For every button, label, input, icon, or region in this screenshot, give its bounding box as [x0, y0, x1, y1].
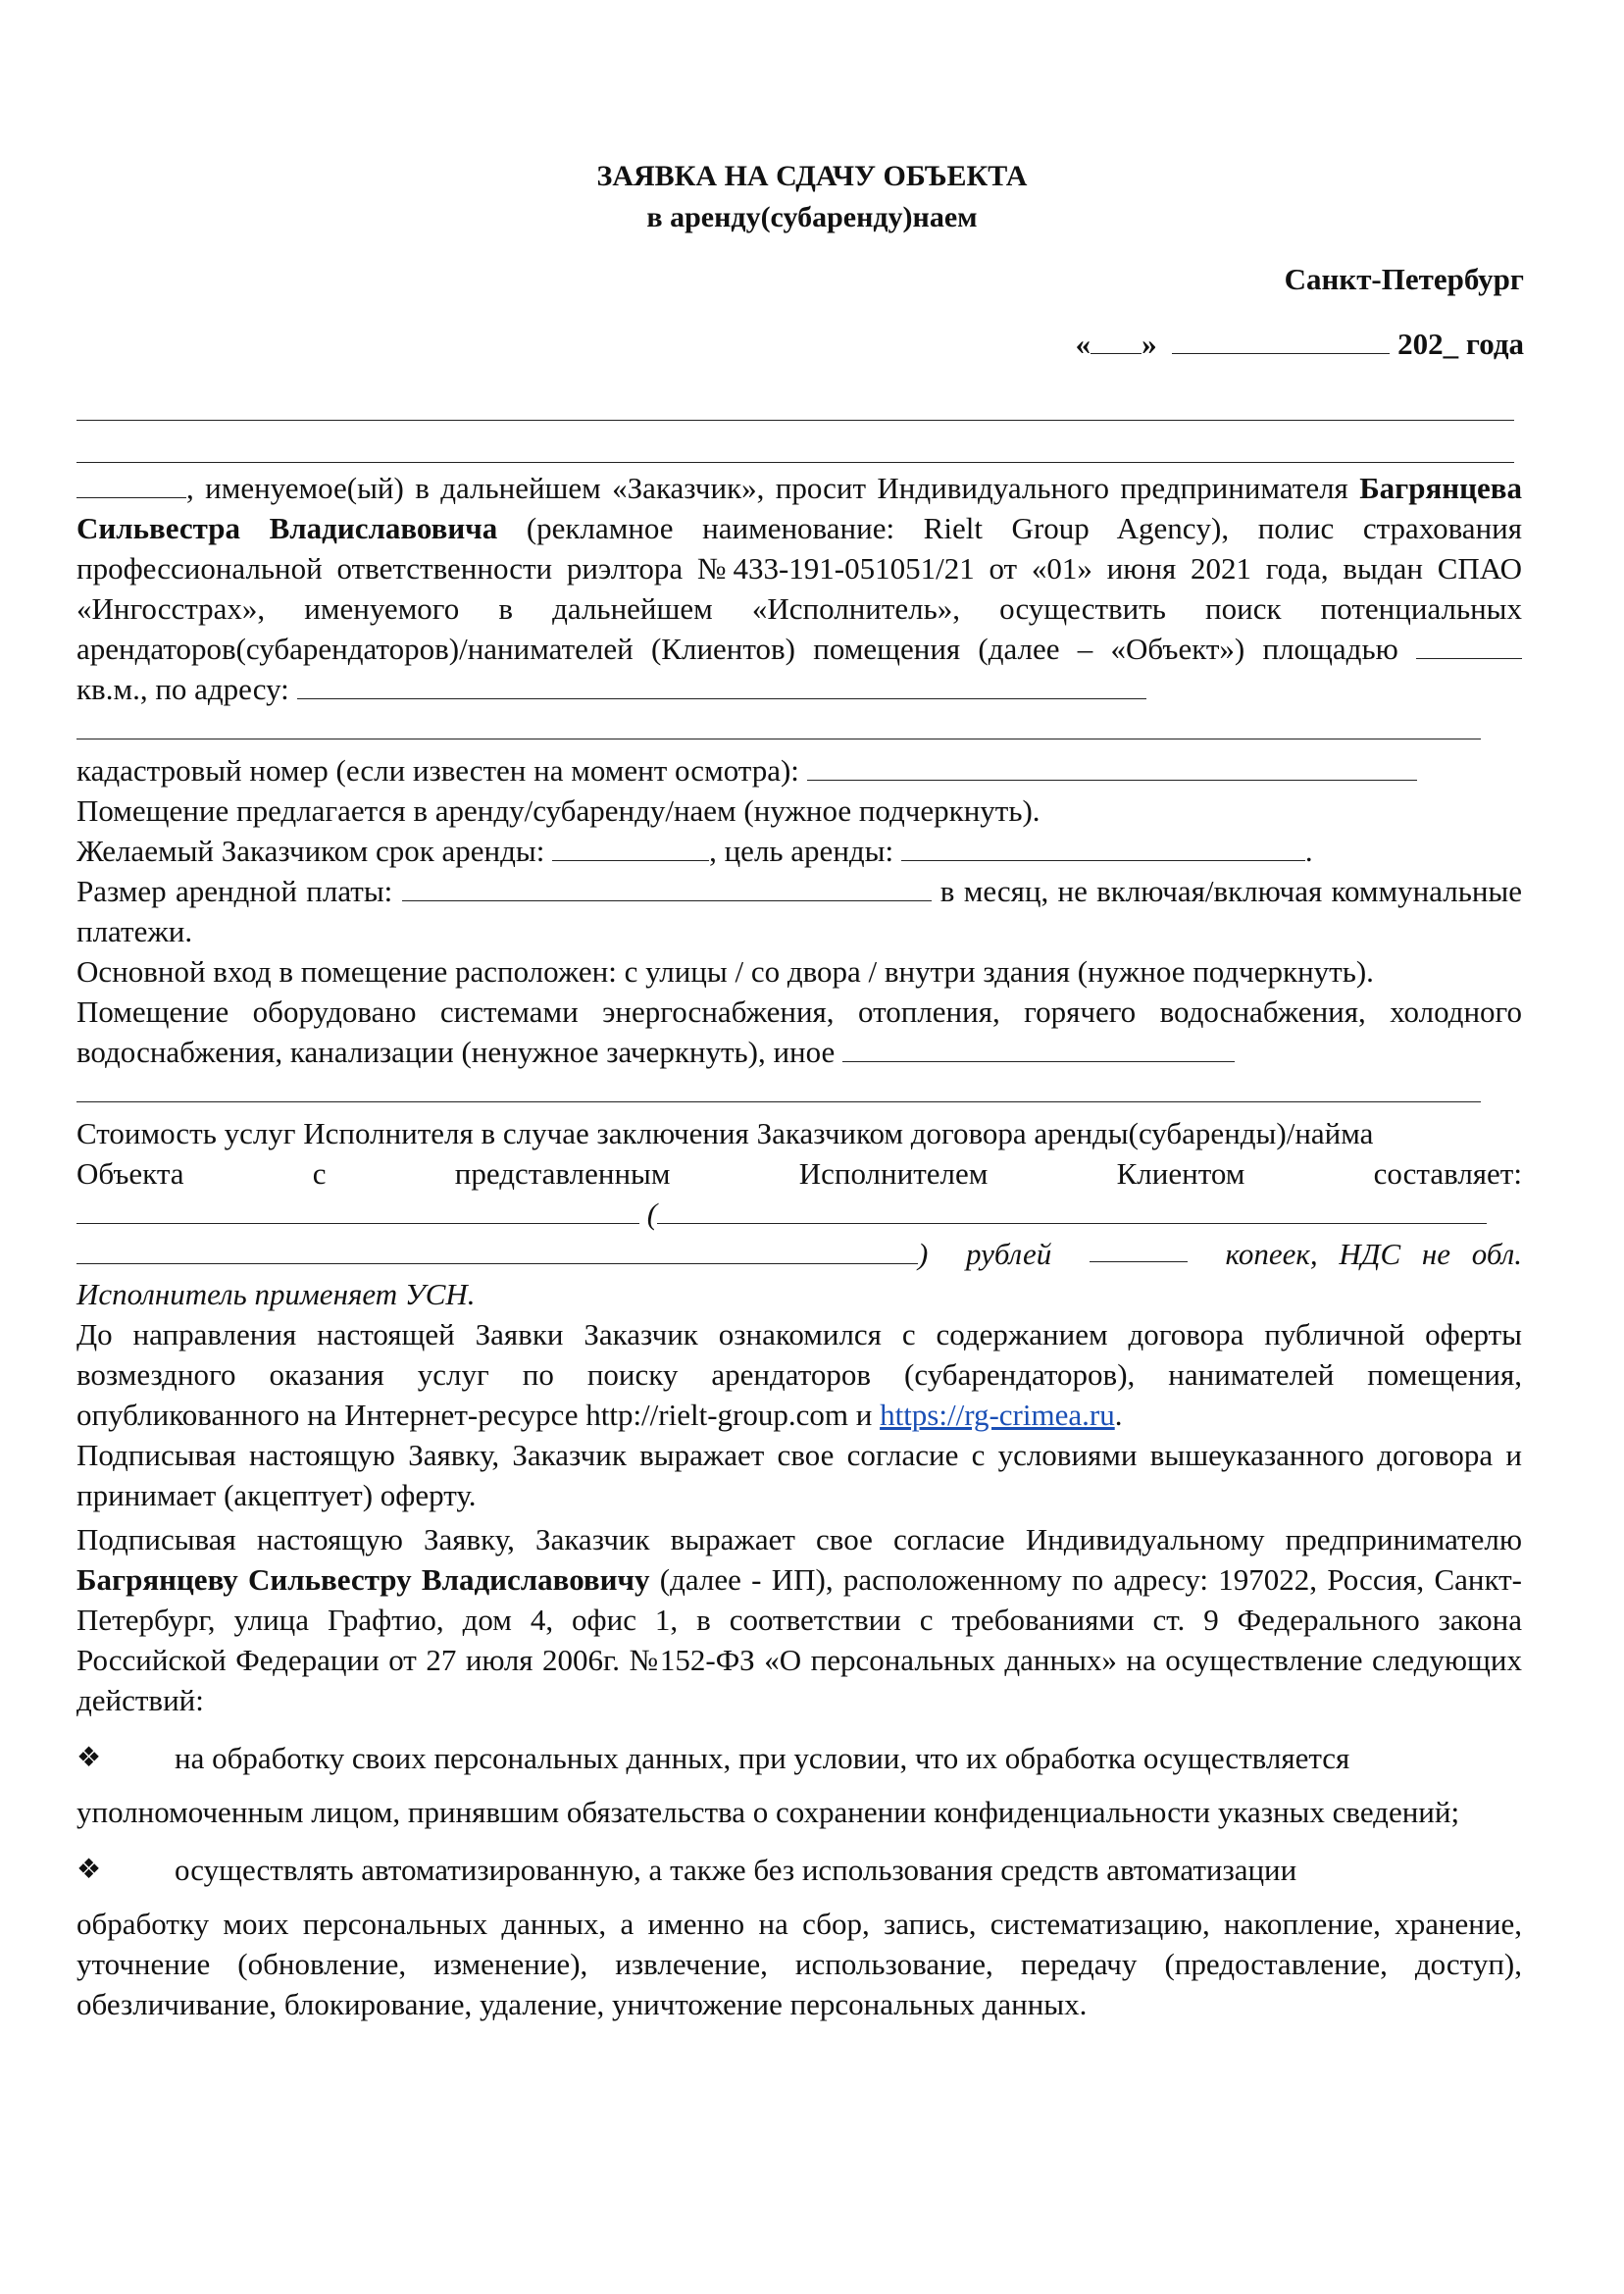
usn-line: Исполнитель применяет УСН.	[76, 1277, 476, 1311]
other-systems-blank[interactable]	[842, 1034, 1235, 1062]
request-paragraph	[76, 468, 1522, 709]
request-text-1: , именуемое(ый) в дальнейшем «Заказчик», просит Индивидуального предпринимателя	[186, 471, 1348, 505]
term-line	[76, 831, 1522, 871]
date-close-quote: »	[1142, 327, 1157, 361]
consent-name: Багрянцеву Сильвестру Владиславовичу	[76, 1562, 650, 1597]
month-blank[interactable]	[1172, 326, 1390, 354]
entrance-line: Основной вход в помещение расположен: с улицы / со двора / внутри здания (нужное подчеркнуть).	[76, 954, 1374, 989]
offer-text: До направления настоящей Заявки Заказчик ознакомился с содержанием договора публичной оферты возмездного оказания услуг по поиску арендаторов (субарендаторов), нанимателей помещения, опубликованного на Интернет-ресурсе http://rielt-group.com и	[76, 1317, 1522, 1432]
customer-name-blank[interactable]	[76, 470, 186, 498]
diamond-bullet-icon: ❖	[76, 1743, 102, 1773]
cost-amount-line	[76, 1194, 1522, 1234]
rent-label: Размер арендной платы:	[76, 874, 402, 908]
cadastral-blank[interactable]	[807, 752, 1417, 781]
bullet-row	[76, 1738, 1522, 1778]
kopecks-label: копеек, НДС не обл.	[1225, 1237, 1522, 1271]
document-subtitle: в аренду(субаренду)наем	[646, 201, 978, 233]
request-text-2: (рекламное наименование: Rielt Group Agency), полис страхования профессиональной ответственности риэлтора №433-191-051051/21 от «01» июня 2021 года, выдан СПАО «Ингосстрах», именуемого в дальнейшем «Исполнитель», осуществить поиск потенциальных арендаторов(субарендаторов)/нанимателей (Клиентов) помещения (далее – «Объект») площадью	[76, 511, 1523, 666]
bullet-text: уполномоченным лицом, принявшим обязательства о сохранении конфиденциальности указных сведений;	[76, 1795, 1460, 1829]
consent-text-1: Подписывая настоящую Заявку, Заказчик выражает свое согласие Индивидуальному предпринимателю	[76, 1522, 1522, 1556]
bullet-row	[76, 1850, 1522, 1890]
cost-word: Клиентом	[1116, 1156, 1245, 1191]
cost-word: составляет:	[1373, 1156, 1522, 1191]
date-open-quote: «	[1075, 327, 1091, 361]
cadastral-line	[76, 750, 1522, 790]
other-systems-blank-line-2[interactable]	[76, 1072, 1481, 1102]
offered-line: Помещение предлагается в аренду/субаренду/наем (нужное подчеркнуть).	[76, 793, 1040, 828]
purpose-label: , цель аренды:	[709, 834, 901, 868]
bullet-first-line: на обработку своих персональных данных, при условии, что их обработка осуществляется	[175, 1741, 1350, 1775]
address-blank[interactable]	[297, 671, 1146, 699]
city: Санкт-Петербург	[1284, 262, 1524, 296]
paren-open: (	[646, 1197, 658, 1231]
paren-close: )	[918, 1237, 929, 1271]
consent-paragraph	[76, 1519, 1522, 1720]
equipped-text: Помещение оборудовано системами энергоснабжения, отопления, горячего водоснабжения, холодного водоснабжения, канализации (ненужное зачеркнуть), иное	[76, 994, 1522, 1069]
cost-line-1: Стоимость услуг Исполнителя в случае заключения Заказчиком договора аренды(субаренды)/найма	[76, 1116, 1374, 1150]
kopecks-blank[interactable]	[1090, 1234, 1188, 1262]
cost-word: Исполнителем	[798, 1156, 989, 1191]
bullet-item	[76, 1850, 1522, 2024]
contractor-name: Багрянцева Сильвестра Владиславовича	[76, 471, 1522, 545]
offer-end: .	[1114, 1398, 1123, 1432]
diamond-bullet-icon: ❖	[76, 1855, 102, 1885]
cost-digits-blank[interactable]	[76, 1196, 639, 1224]
equipped-paragraph	[76, 992, 1522, 1072]
area-blank[interactable]	[1416, 631, 1522, 659]
day-blank[interactable]	[1091, 326, 1142, 354]
cost-word: Объекта	[76, 1156, 184, 1191]
document-title: ЗАЯВКА НА СДАЧУ ОБЪЕКТА	[596, 160, 1028, 192]
cost-words-blank-2[interactable]	[76, 1236, 918, 1264]
cost-word: представленным	[454, 1156, 671, 1191]
cost-line-2	[76, 1153, 1522, 1194]
date-line	[1076, 324, 1524, 364]
rent-line	[76, 871, 1522, 951]
customer-blank-line-1[interactable]	[76, 420, 1514, 421]
cost-words-blank[interactable]	[657, 1196, 1487, 1224]
offer-paragraph	[76, 1314, 1522, 1435]
rent-blank[interactable]	[402, 873, 932, 901]
rent-text: в месяц, не включая/включая коммунальные платежи.	[76, 874, 1523, 948]
term-end: .	[1304, 834, 1313, 868]
document-body	[76, 468, 1522, 2024]
date-year: 202_ года	[1397, 327, 1524, 361]
cadastral-label: кадастровый номер (если известен на момент осмотра):	[76, 753, 807, 788]
bullet-item	[76, 1738, 1522, 1832]
cost-amount-line-2	[76, 1234, 1522, 1274]
customer-blank-line-2[interactable]	[76, 462, 1514, 463]
term-blank[interactable]	[552, 833, 709, 861]
bullet-first-line: осуществлять автоматизированную, а также без использования средств автоматизации	[175, 1853, 1297, 1887]
consent-text-2: (далее - ИП), расположенному по адресу: 197022, Россия, Санкт-Петербург, улица Графтио, дом 4, офис 1, в соответствии с требованиями ст. 9 Федерального закона Российской Федерации от 27 июля 2006г. №152-ФЗ «О персональных данных» на осуществление следующих действий:	[76, 1562, 1522, 1717]
purpose-blank[interactable]	[901, 833, 1305, 861]
offer-link[interactable]: https://rg-crimea.ru	[880, 1398, 1115, 1432]
address-blank-line-2[interactable]	[76, 709, 1481, 739]
rubles-label: рублей	[965, 1237, 1052, 1271]
cost-word: с	[312, 1156, 327, 1191]
term-label: Желаемый Заказчиком срок аренды:	[76, 834, 553, 868]
accept-paragraph: Подписывая настоящую Заявку, Заказчик выражает свое согласие с условиями вышеуказанного договора и принимает (акцептует) оферту.	[76, 1438, 1522, 1512]
request-text-3: кв.м., по адресу:	[76, 672, 297, 706]
bullet-text: обработку моих персональных данных, а именно на сбор, запись, систематизацию, накопление, хранение, уточнение (обновление, изменение), извлечение, использование, передачу (предоставление, доступ), обезличивание, блокирование, удаление, уничтожение персональных данных.	[76, 1907, 1522, 2021]
